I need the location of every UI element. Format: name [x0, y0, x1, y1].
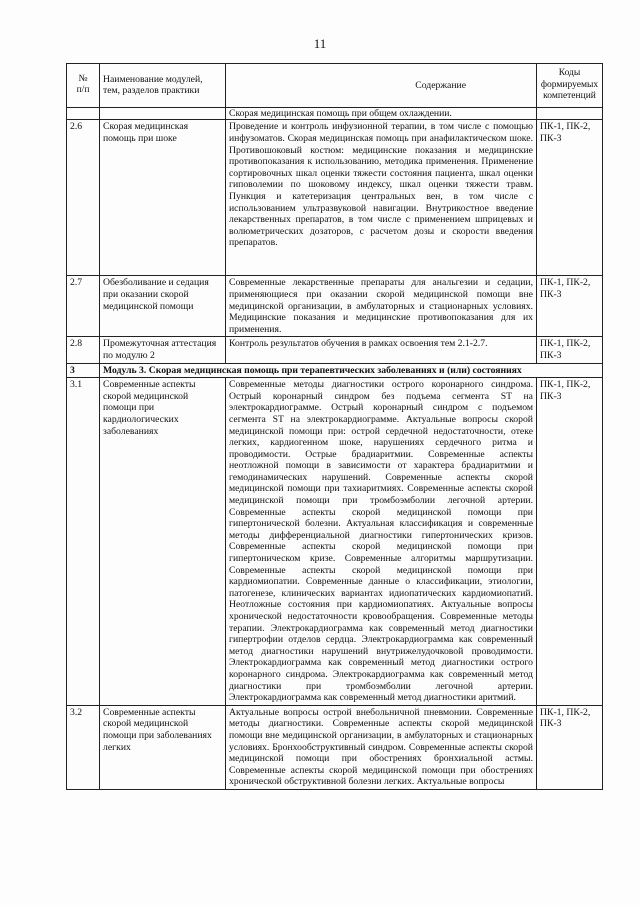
cell-name: Обезболивание и седация при оказании скорой медицинской помощи	[100, 276, 226, 337]
cell-codes: ПК-1, ПК-2, ПК-3	[537, 276, 603, 337]
cell-content: Актуальные вопросы острой внебольничной пневмонии. Современные методы диагностики. Современные аспекты скорой медицинской помощи вне медицинской организации, в амбулаторных и стационарных условиях. Бронхообструктивный синдром. Современные аспекты скорой медицинской помощи при обострениях бронхиальной астмы. Современные аспекты скорой медицинской помощи при обострениях хронической обструктивной болезни легких. Актуальные вопросы	[226, 705, 537, 789]
module-row	[67, 363, 603, 378]
cell-empty	[537, 107, 603, 120]
cell-content: Скорая медицинская помощь при общем охлаждении.	[226, 107, 537, 120]
table-row	[67, 107, 603, 120]
cell-content: Современные лекарственные препараты для анальгезии и седации, применяющиеся при оказании скорой медицинской помощи вне медицинской организации, в амбулаторных и стационарных условиях. Медицинские показания и медицинские противопоказания для их применения.	[226, 276, 537, 337]
page-number: 11	[313, 36, 327, 51]
cell-num: 2.6	[67, 120, 100, 276]
cell-name: Современные аспекты скорой медицинской помощи при кардиологических заболеваниях	[100, 378, 226, 706]
header-name: Наименование модулей, тем, разделов практики	[100, 64, 226, 108]
table-row	[67, 276, 603, 337]
cell-empty	[100, 107, 226, 120]
cell-name: Промежуточная аттестация по модулю 2	[100, 337, 226, 363]
table-row	[67, 378, 603, 706]
header-content: Содержание	[226, 64, 537, 108]
cell-content: Проведение и контроль инфузионной терапии, в том числе с помощью инфузоматов. Скорая медицинская помощь при анафилактическом шоке. Противошоковый костюм: медицинские показания и медицинские противопоказания к использованию, методика применения. Применение сортировочных шкал оценки тяжести состояния пациента, шкал оценки гиповолемии по шоковому индексу, шкал оценки тяжести травм. Пункция и катетеризация центральных вен, в том числе с использованием ультразвуковой навигации. Внутрикостное введение лекарственных препаратов, в том числе с применением шприцевых и волюметрических дозаторов, с расчетом дозы и скорости введения препаратов.	[226, 120, 537, 276]
cell-codes: ПК-1, ПК-2, ПК-3	[537, 378, 603, 706]
header-codes: Коды формируемых компетенций	[537, 64, 603, 108]
table-row	[67, 337, 603, 363]
curriculum-table	[66, 63, 603, 790]
cell-codes: ПК-1, ПК-2, ПК-3	[537, 705, 603, 789]
cell-content: Контроль результатов обучения в рамках освоения тем 2.1-2.7.	[226, 337, 537, 363]
cell-num: 2.8	[67, 337, 100, 363]
table-header-row	[67, 64, 603, 108]
cell-num: 3.1	[67, 378, 100, 706]
cell-content: Современные методы диагностики острого коронарного синдрома. Острый коронарный синдром без подъема сегмента ST на электрокардиограмме. Острый коронарный синдром с подъемом сегмента ST на электрокардиограмме. Актуальные вопросы скорой медицинской помощи при: острой сердечной недостаточности, отеке легких, кардиогенном шоке, нарушениях сердечного ритма и проводимости. Острые брадиаритмии. Современные аспекты неотложной помощи в зависимости от характера брадиаритмии и гемодинамических нарушений. Современные аспекты скорой медицинской помощи при тахиаритмиях. Современные аспекты скорой медицинской помощи при тромбоэмболии легочной артерии. Современные аспекты скорой медицинской помощи при гипертонической болезни. Актуальная классификация и современные методы дифференциальной диагностики гипертонических кризов. Современные аспекты скорой медицинской помощи при гипертоническом кризе. Современные алгоритмы маршрутизации. Современные аспекты скорой медицинской помощи при кардиомиопатии. Современные данные о классификации, этиологии, патогенезе, клинических вариантах идиопатических кардиомиопатий. Неотложные состояния при кардиомиопатиях. Актуальные вопросы хронической недостаточности кровообращения. Современные методы терапии. Электрокардиограмма как современный метод диагностики гипертрофии отделов сердца. Электрокардиограмма как современный метод диагностики нарушений внутрижелудочковой проводимости. Электрокардиограмма как современный метод диагностики острого коронарного синдрома. Электрокардиограмма как современный метод диагностики при тромбоэмболии легочной артерии. Электрокардиограмма как современный метод диагностики аритмий.	[226, 378, 537, 706]
cell-name: Современные аспекты скорой медицинской помощи при заболеваниях легких	[100, 705, 226, 789]
table-row	[67, 120, 603, 276]
header-num: № п/п	[67, 64, 100, 108]
cell-codes: ПК-1, ПК-2, ПК-3	[537, 120, 603, 276]
cell-codes: ПК-1, ПК-2, ПК-3	[537, 337, 603, 363]
cell-num: 2.7	[67, 276, 100, 337]
module-num: 3	[67, 363, 100, 378]
table-row	[67, 705, 603, 789]
cell-name: Скорая медицинская помощь при шоке	[100, 120, 226, 276]
module-title: Модуль 3. Скорая медицинская помощь при терапевтических заболеваниях и (или) состояниях	[100, 363, 603, 378]
cell-num: 3.2	[67, 705, 100, 789]
cell-empty	[67, 107, 100, 120]
